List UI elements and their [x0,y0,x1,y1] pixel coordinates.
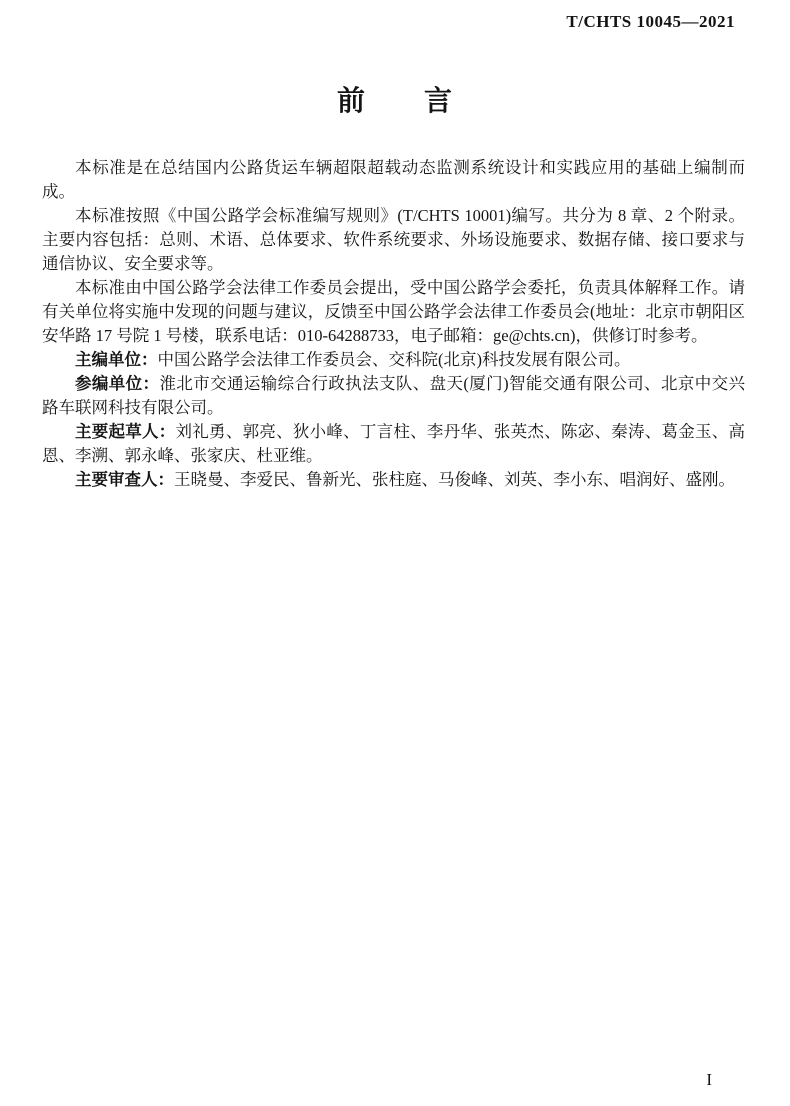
paragraph-text: 淮北市交通运输综合行政执法支队、盘天(厦门)智能交通有限公司、北京中交兴路车联网科技有限公司。 [42,374,745,417]
paragraph-label: 主要起草人： [75,423,176,441]
paragraph-label: 主要审查人： [75,471,174,489]
page-number: I [706,1070,712,1089]
paragraph-main-drafters [42,420,745,468]
foreword-body [42,156,745,492]
paragraph-structure [42,204,745,276]
paragraph-text: 本标准按照《中国公路学会标准编写规则》(T/CHTS 10001)编写。共分为 8 章、2 个附录。主要内容包括：总则、术语、总体要求、软件系统要求、外场设施要求、数据存储、接口要求与通信协议、安全要求等。 [42,206,745,273]
paragraph-text: 王晓曼、李爱民、鲁新光、张柱庭、马俊峰、刘英、李小东、唱润好、盛刚。 [174,470,735,489]
paragraph-co-editor-units [42,372,745,420]
paragraph-text: 中国公路学会法律工作委员会、交科院(北京)科技发展有限公司。 [157,350,631,369]
paragraph-main-reviewers [42,468,745,492]
paragraph-text: 本标准是在总结国内公路货运车辆超限超载动态监测系统设计和实践应用的基础上编制而成。 [42,158,745,201]
paragraph-intro [42,156,745,204]
standard-code: T/CHTS 10045—2021 [566,12,735,31]
paragraph-label: 参编单位： [75,375,160,393]
paragraph-chief-editor-unit [42,348,745,372]
page-title: 前 言 [336,85,453,116]
paragraph-text: 刘礼勇、郭亮、狄小峰、丁言柱、李丹华、张英杰、陈宓、秦涛、葛金玉、高恩、李溯、郭永峰、张家庆、杜亚维。 [42,422,746,465]
paragraph-label: 主编单位： [75,351,158,369]
paragraph-issuer-feedback [42,276,745,348]
paragraph-text: 本标准由中国公路学会法律工作委员会提出，受中国公路学会委托，负责具体解释工作。请有关单位将实施中发现的问题与建议，反馈至中国公路学会法律工作委员会(地址：北京市朝阳区安华路 17 号院 1 号楼，联系电话：010-64288733，电子邮箱：ge@chts.cn)，供修订时参考。 [42,278,745,345]
